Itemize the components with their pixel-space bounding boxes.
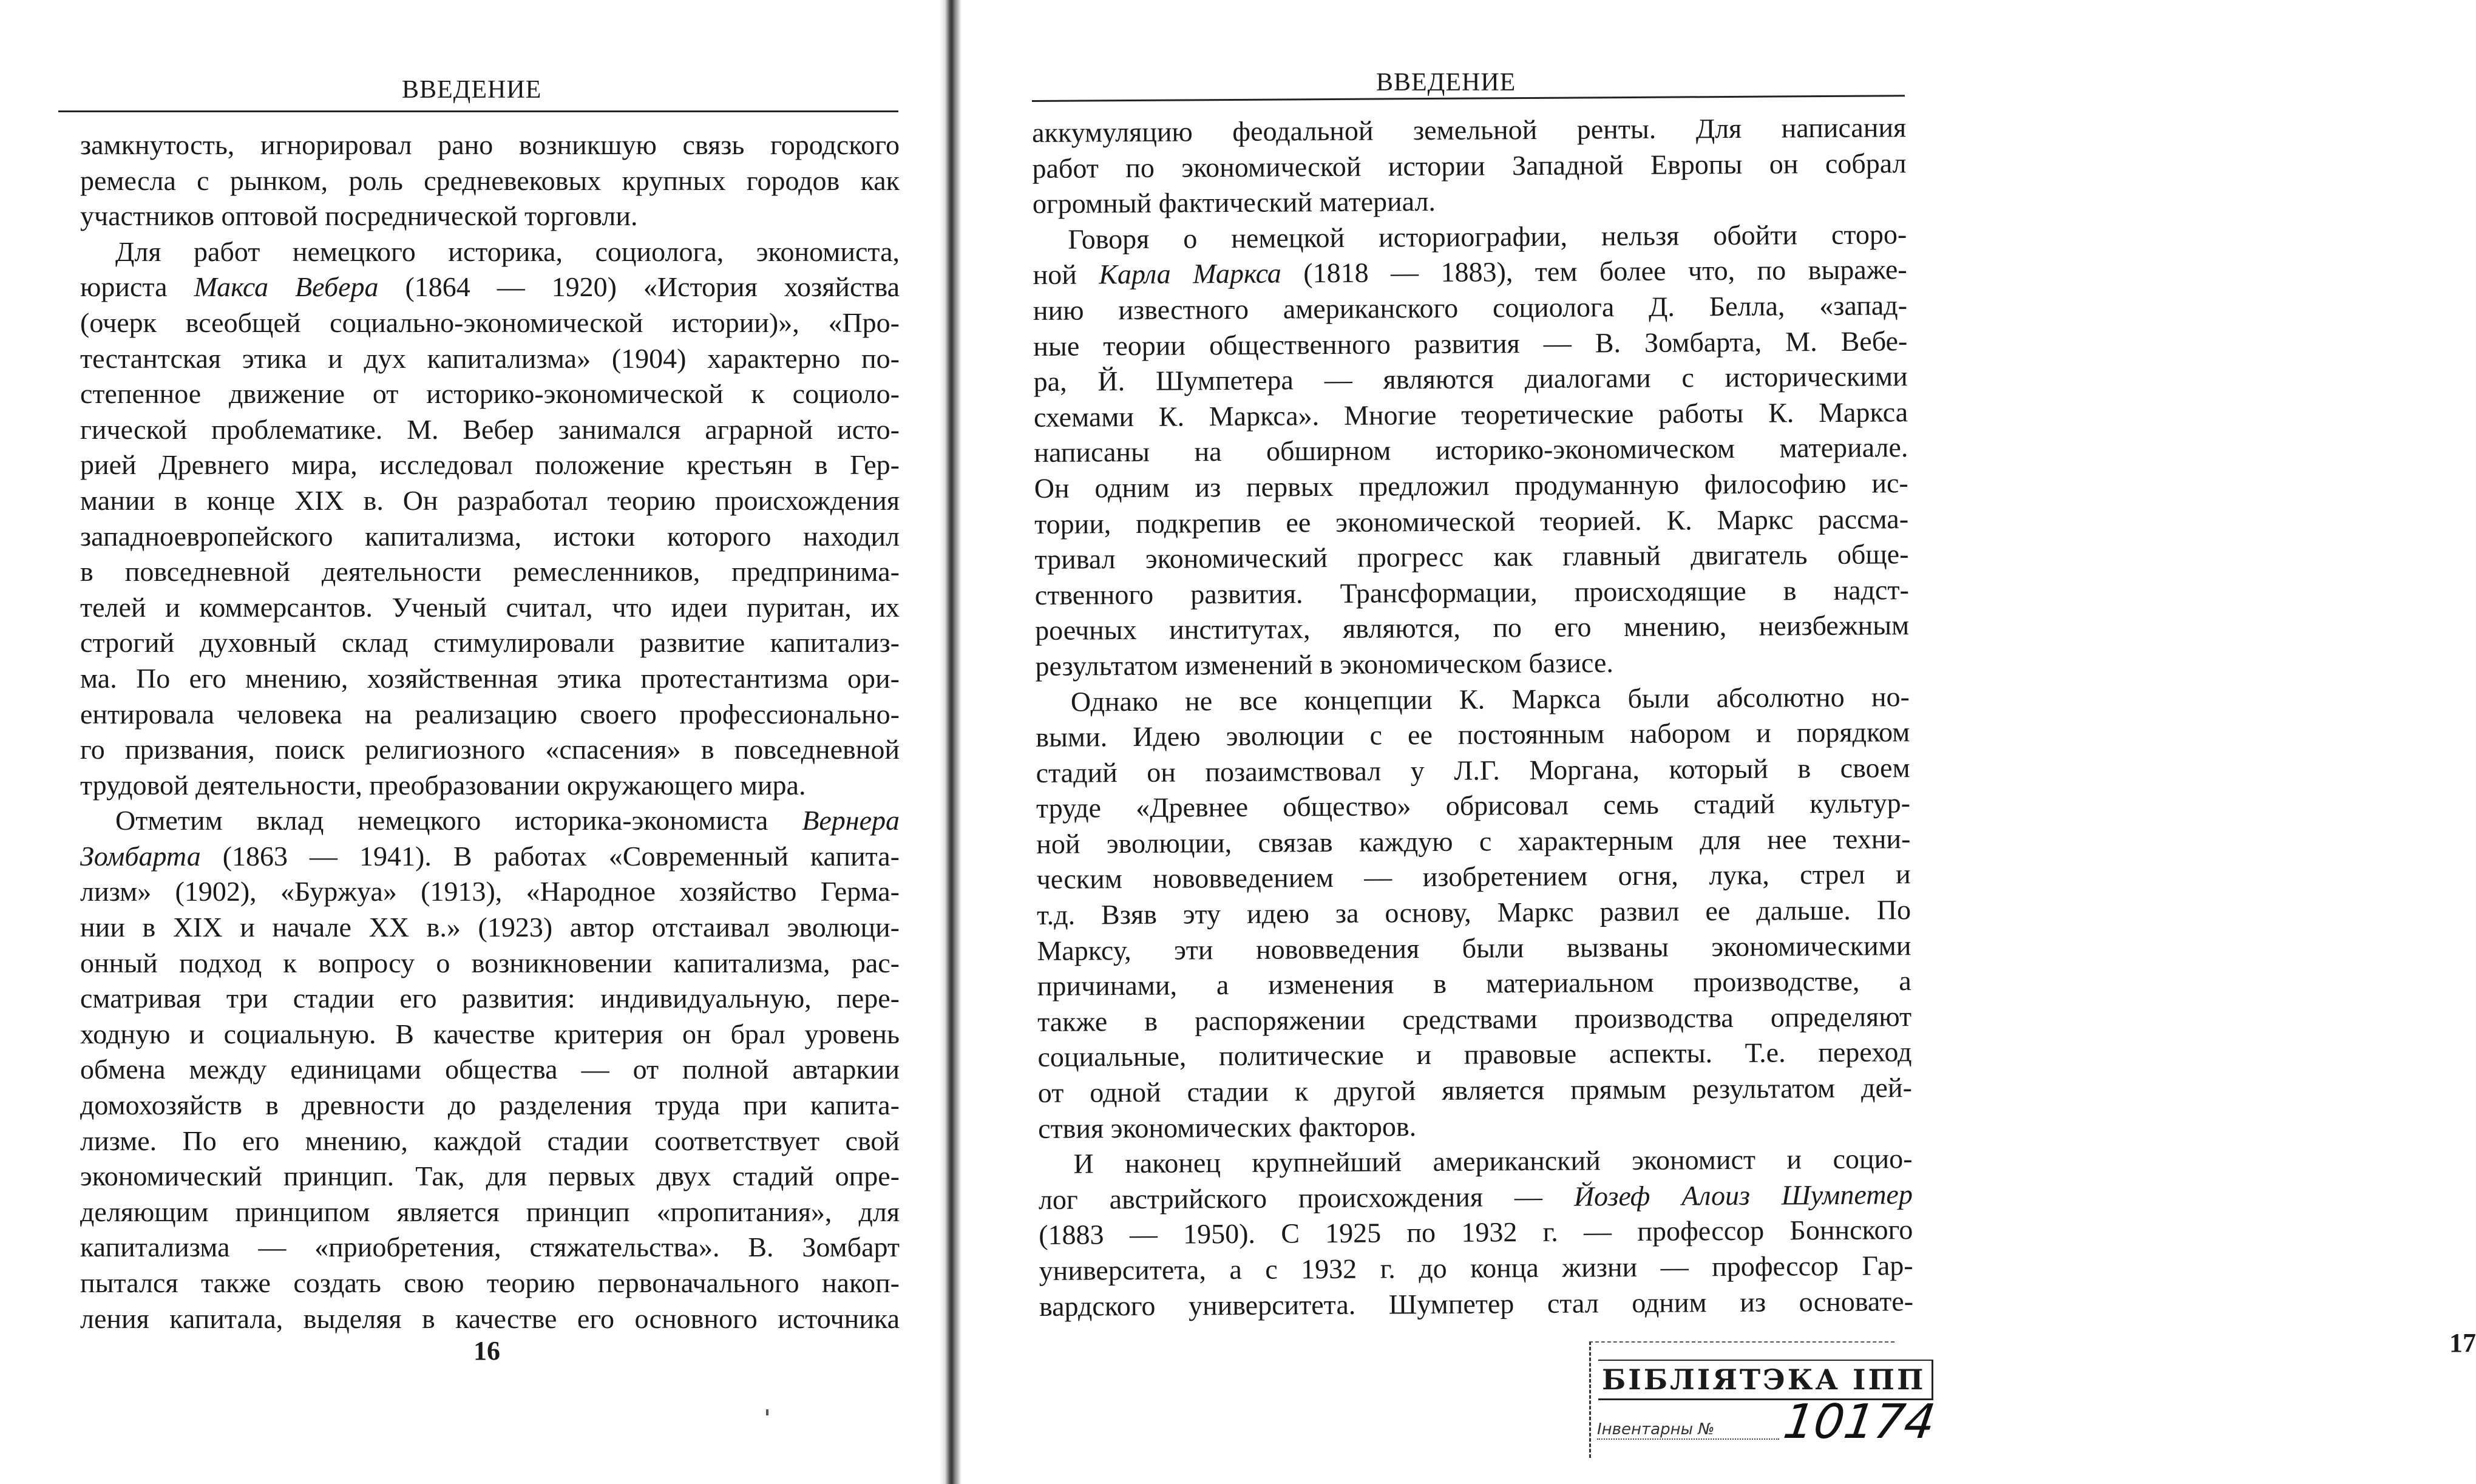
text-line: деляющим принципом является принцип «пропитания», для xyxy=(80,1196,900,1227)
text-fragment: (1863 — 1941). В работах «Современный капита- xyxy=(222,840,900,872)
text-line: западноевропейского капитализма, истоки которого находил xyxy=(80,520,900,552)
left-header-text: ВВЕДЕНИЕ xyxy=(402,76,542,104)
text-line: го призвания, поиск религиозного «спасения» в повседневной xyxy=(80,734,900,765)
scan-speck xyxy=(766,1409,768,1415)
book-spine-shadow xyxy=(940,0,962,1484)
text-fragment: (1864 — 1920) «История хозяйства xyxy=(405,271,900,303)
text-line: ходную и социальную. В качестве критерия он брал уровень xyxy=(80,1018,900,1049)
text-line: нии в XIX и начале XX в.» (1923) автор отстаивал эволюци- xyxy=(80,912,900,943)
text-line: ные теории общественного развития — В. Зомбарта, М. Вебе- xyxy=(1033,325,1908,362)
text-line: ремесла с рынком, роль средневековых крупных городов как xyxy=(80,164,900,196)
text-line: причинами, а изменения в материальном производстве, а xyxy=(1037,965,1911,1002)
text-line: ентировала человека на реализацию своего профессионально- xyxy=(80,698,900,730)
text-line: ной эволюции, связав каждую с характерным для нее техни- xyxy=(1036,823,1911,859)
person-name-marx: Карла Маркса xyxy=(1099,257,1282,290)
text-line: схемами К. Маркса». Многие теоретические работы К. Маркса xyxy=(1033,396,1908,433)
text-line: ма. По его мнению, хозяйственная этика протестантизма ори- xyxy=(80,662,900,694)
text-fragment: ной xyxy=(1033,259,1077,291)
library-stamp xyxy=(1589,1341,1939,1458)
text-line: нию известного американского социолога Д. Белла, «запад- xyxy=(1033,290,1908,326)
text-line: трудовой деятельности, преобразовании окружающего мира. xyxy=(80,769,806,801)
text-line: пытался также создать свою теорию первоначального накоп- xyxy=(80,1267,900,1298)
person-name-weber: Макса Вебера xyxy=(194,271,379,303)
text-line: социальные, политические и правовые аспекты. Т.е. переход xyxy=(1037,1036,1912,1073)
text-line: в повседневной деятельности ремесленников, предпринима- xyxy=(80,556,900,588)
text-line: ческим нововведением — изобретением огня, лука, стрел и xyxy=(1036,858,1911,895)
text-line: выми. Идею эволюции с ее постоянным набором и порядком xyxy=(1036,716,1910,753)
text-line: лизме. По его мнению, каждой стадии соответствует свой xyxy=(80,1125,900,1156)
text-line: роечных институтах, являются, по его мнению, неизбежным xyxy=(1035,609,1910,646)
text-line: телей и коммерсантов. Ученый считал, что идеи пуритан, их xyxy=(80,591,900,623)
text-line: ственного развития. Трансформации, происходящие в надст- xyxy=(1034,574,1909,611)
text-line: ствия экономических факторов. xyxy=(1038,1110,1417,1144)
text-line: (очерк всеобщей социально-экономической истории)», «Про- xyxy=(80,307,900,338)
text-line: Марксу, эти нововведения были вызваны экономическими xyxy=(1037,929,1911,966)
text-line: т.д. Взяв эту идею за основу, Маркс развил ее дальше. По xyxy=(1036,894,1911,931)
text-line xyxy=(80,803,900,839)
text-line: Говоря о немецкой историографии, нельзя обойти сторо- xyxy=(1068,218,1907,255)
right-page-number: 17 xyxy=(2449,1328,2476,1358)
text-line: экономический принцип. Так, для первых двух стадий опре- xyxy=(80,1160,900,1192)
text-line: тестантская этика и дух капитализма» (1904) характерно по- xyxy=(80,342,900,374)
text-line: обмена между единицами общества — от полной автаркии xyxy=(80,1054,900,1085)
text-fragment: лог австрийского происхождения — xyxy=(1038,1181,1543,1215)
text-line: тории, подкрепив ее экономической теорией. К. Маркс рассма- xyxy=(1034,503,1909,540)
text-line: домохозяйств в древности до разделения труда при капита- xyxy=(80,1089,900,1121)
text-line: результатом изменений в экономическом базисе. xyxy=(1035,647,1614,682)
stamp-inventory-label: Інвентарны № xyxy=(1597,1420,1779,1440)
text-line: гической проблематике. М. Вебер занимался аграрной исто- xyxy=(80,413,900,445)
right-body-text xyxy=(1032,110,1913,1324)
text-line xyxy=(80,269,900,305)
text-line: мании в конце XIX в. Он разработал теорию происхождения xyxy=(80,484,900,516)
text-line: работ по экономической истории Западной Европы он собрал xyxy=(1032,147,1907,184)
text-line: капитализма — «приобретения, стяжательства». В. Зомбарт xyxy=(80,1232,900,1263)
text-line: сматривая три стадии его развития: индивидуальную, пере- xyxy=(80,983,900,1014)
text-line: от одной стадии к другой является прямым результатом дей- xyxy=(1037,1072,1912,1109)
text-line: участников оптовой посреднической торговли. xyxy=(80,200,638,232)
text-line: аккумуляцию феодальной земельной ренты. Для написания xyxy=(1032,112,1907,148)
text-line: ра, Й. Шумпетера — являются диалогами с историческими xyxy=(1033,361,1908,398)
text-line: труде «Древнее общество» обрисовал семь стадий культур- xyxy=(1036,787,1911,824)
text-line: рией Древнего мира, исследовал положение крестьян в Гер- xyxy=(80,449,900,481)
text-line: стадий он позаимствовал у Л.Г. Моргана, который в своем xyxy=(1036,751,1910,788)
text-line: Для работ немецкого историка, социолога, экономиста, xyxy=(115,235,900,267)
text-line: ления капитала, выделяя в качестве его основного источника xyxy=(80,1303,900,1334)
text-line: онный подход к вопросу о возникновении капитализма, рас- xyxy=(80,947,900,978)
person-name-sombart-last: Зомбарта xyxy=(80,840,201,872)
left-header-rule xyxy=(58,110,898,112)
text-line: замкнутость, игнорировал рано возникшую связь городского xyxy=(80,129,900,160)
text-line: степенное движение от историко-экономической к социоло- xyxy=(80,378,900,410)
text-line: (1883 — 1950). С 1925 по 1932 г. — профессор Боннского xyxy=(1039,1214,1913,1251)
person-name-schumpeter: Йозеф Алоиз Шумпетер xyxy=(1573,1178,1913,1212)
text-line xyxy=(1033,252,1907,293)
text-fragment: (1818 — 1883), тем более что, по выраже- xyxy=(1303,254,1907,289)
text-line: Он одним из первых предложил продуманную философию ис- xyxy=(1034,467,1908,504)
text-line xyxy=(80,839,900,875)
text-line: Однако не все концепции К. Маркса были абсолютно но- xyxy=(1070,680,1910,717)
text-line: строгий духовный склад стимулировали развитие капитализ- xyxy=(80,627,900,659)
person-name-sombart-first: Вернера xyxy=(802,805,900,836)
stamp-inventory-number: 10174 xyxy=(1780,1395,1939,1449)
text-fragment: юриста xyxy=(80,271,168,303)
stamp-title: БІБЛІЯТЭКА ІПП xyxy=(1598,1360,1933,1400)
text-line: написаны на обширном историко-экономическом материале. xyxy=(1034,432,1908,469)
text-line: И наконец крупнейший американский экономист и социо- xyxy=(1073,1143,1913,1179)
right-page-header: ВВЕДЕНИЕ xyxy=(1376,69,1516,97)
text-line: лизм» (1902), «Буржуа» (1913), «Народное хозяйство Герма- xyxy=(80,876,900,907)
right-page xyxy=(995,0,2476,1484)
left-page-number: 16 xyxy=(473,1336,500,1366)
text-line xyxy=(1039,1177,1913,1218)
text-line: вардского университета. Шумпетер стал одним из основате- xyxy=(1039,1285,1914,1322)
left-page xyxy=(0,0,935,1484)
text-line: университета, а с 1932 г. до конца жизни — профессор Гар- xyxy=(1039,1250,1913,1286)
text-fragment: Отметим вклад немецкого историка-экономиста xyxy=(115,805,768,836)
left-body-text xyxy=(80,127,900,1337)
text-line: огромный фактический материал. xyxy=(1032,186,1436,220)
text-line: тривал экономический прогресс как главный двигатель обще- xyxy=(1034,538,1909,575)
text-line: также в распоряжении средствами производства определяют xyxy=(1037,1001,1912,1037)
